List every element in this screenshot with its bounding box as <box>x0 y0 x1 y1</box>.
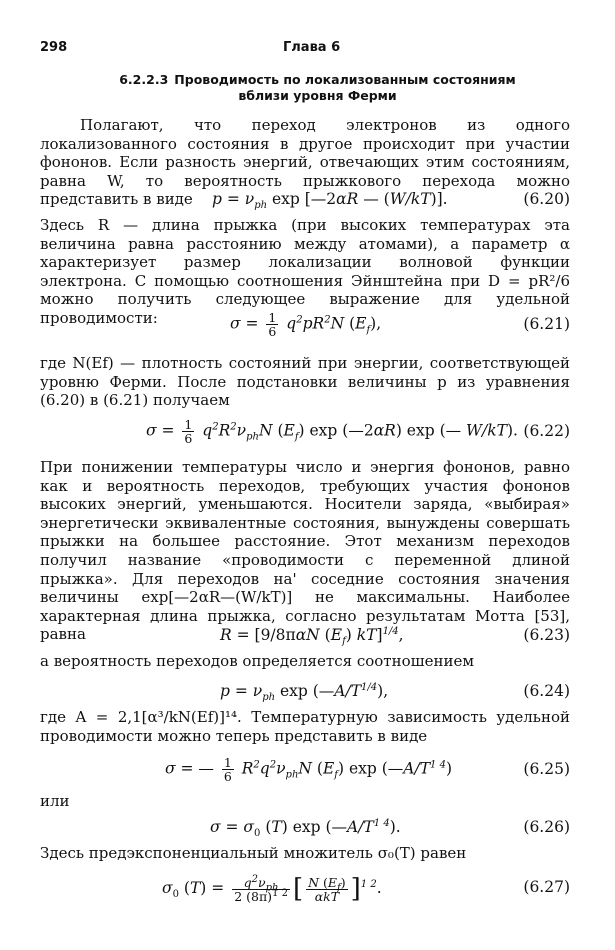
equation-6-25-number: (6.25) <box>523 760 570 778</box>
equation-6-20-formula: $p = \nu_{ph}$ exp [—2αR — (W/kT)]. <box>212 190 448 212</box>
equation-6-24-formula: $p = \nu_{ph}$ $\exp (—A/T^{1/4})$, <box>220 681 389 704</box>
paragraph-4: При понижении температуры число и энергия фононов, равно как и вероятность переходов, требующих участия фононов высоких энергий, уменьшаются. Носители заряда, «выбирая» энергетически эквивалентные состояния, вынуждены совершать прыжки на большее расстояние. Этот механизм переходов получил название «проводимости с переменной длиной прыжка». Для переходов на' соседние состояния значения величины exp[—2αR—(W/kT)] не максимальны. Наиболее характерная длина прыжка, согласно результатам Мотта [53], равна <box>40 458 570 644</box>
equation-6-25 <box>40 755 570 784</box>
equation-6-24 <box>40 682 570 706</box>
equation-6-25-formula: σ = — $\frac{1}{6}$ $R^2q^2\nu_{ph}N$ $(E_f)$ $\exp (—A/T^{1 4})$ <box>165 755 453 784</box>
equation-6-23-number: (6.23) <box>523 626 570 644</box>
equation-6-22-number: (6.22) <box>523 422 570 440</box>
section-number: 6.2.2.3 <box>119 72 169 87</box>
equation-6-27 <box>40 873 570 904</box>
section-title-line1: 6.2.2.3 Проводимость по локализованным состояниям <box>119 72 516 87</box>
section-title-line2: вблизи уровня Ферми <box>238 88 397 103</box>
paragraph-2: Здесь R — длина прыжка (при высоких температурах эта величина равна расстоянию между атомами), а параметр α характеризует размер локализации волновой функции электрона. С помощью соотношения Эйнштейна при D = pR²/6 можно получить следующее выражение для удельной проводимости: <box>40 216 570 327</box>
chapter-header: Глава 6 <box>283 40 341 55</box>
equation-6-22 <box>40 417 570 446</box>
paragraph-7: или <box>40 792 70 810</box>
page-number: 298 <box>40 40 68 55</box>
paragraph-5: а вероятность переходов определяется соотношением <box>40 652 474 670</box>
equation-6-22-formula: σ = $\frac{1}{6}$ $q^2R^2\nu_{ph}N$ $(E_f)$ exp (—2αR) exp (— W/kT). <box>146 417 518 446</box>
equation-6-21-number: (6.21) <box>523 315 570 333</box>
equation-6-27-formula: $\sigma_0$ (T) = $q^2\nu_{ph}$ 2 $(8\pi)^{1 2}$ [ N $(E_f)$ αkT ]$^{1 2}$. <box>162 873 382 904</box>
equation-6-23-formula: R = [9/8παN $(E_f)$ kT]$^{1/4}$, <box>220 625 404 648</box>
equation-6-20-number: (6.20) <box>523 190 570 208</box>
paragraph-8: Здесь предэкспоненциальный множитель σ₀(T) равен <box>40 844 467 862</box>
equation-6-26-number: (6.26) <box>523 818 570 836</box>
equation-6-20 <box>40 190 570 214</box>
paragraph-1: Полагают, что переход электронов из одного локализованного состояния в другое происходит при участии фононов. Если разность энергий, отвечающих этим состояниям, равна W, то вероятность прыжкового перехода можно представить в виде <box>40 116 570 209</box>
equation-6-21 <box>40 310 570 339</box>
equation-6-24-number: (6.24) <box>523 682 570 700</box>
section-title <box>60 72 575 104</box>
equation-6-26-formula: $\sigma = \sigma_0$ (T) $\exp (—A/T^{1 4})$. <box>210 817 401 840</box>
equation-6-23 <box>40 626 570 650</box>
paragraph-6: где A = 2,1[α³/kN(Ef)]¹⁴. Температурную зависимость удельной проводимости можно теперь представить в виде <box>40 708 570 745</box>
equation-6-21-formula: σ = $\frac{1}{6}$ $q^2pR^2N$ $(E_f)$, <box>230 310 382 339</box>
paragraph-3: где N(Ef) — плотность состояний при энергии, соответствующей уровню Ферми. После подстановки величины p из уравнения (6.20) в (6.21) получаем <box>40 354 570 410</box>
equation-6-27-number: (6.27) <box>523 878 570 896</box>
equation-6-26 <box>40 818 570 842</box>
